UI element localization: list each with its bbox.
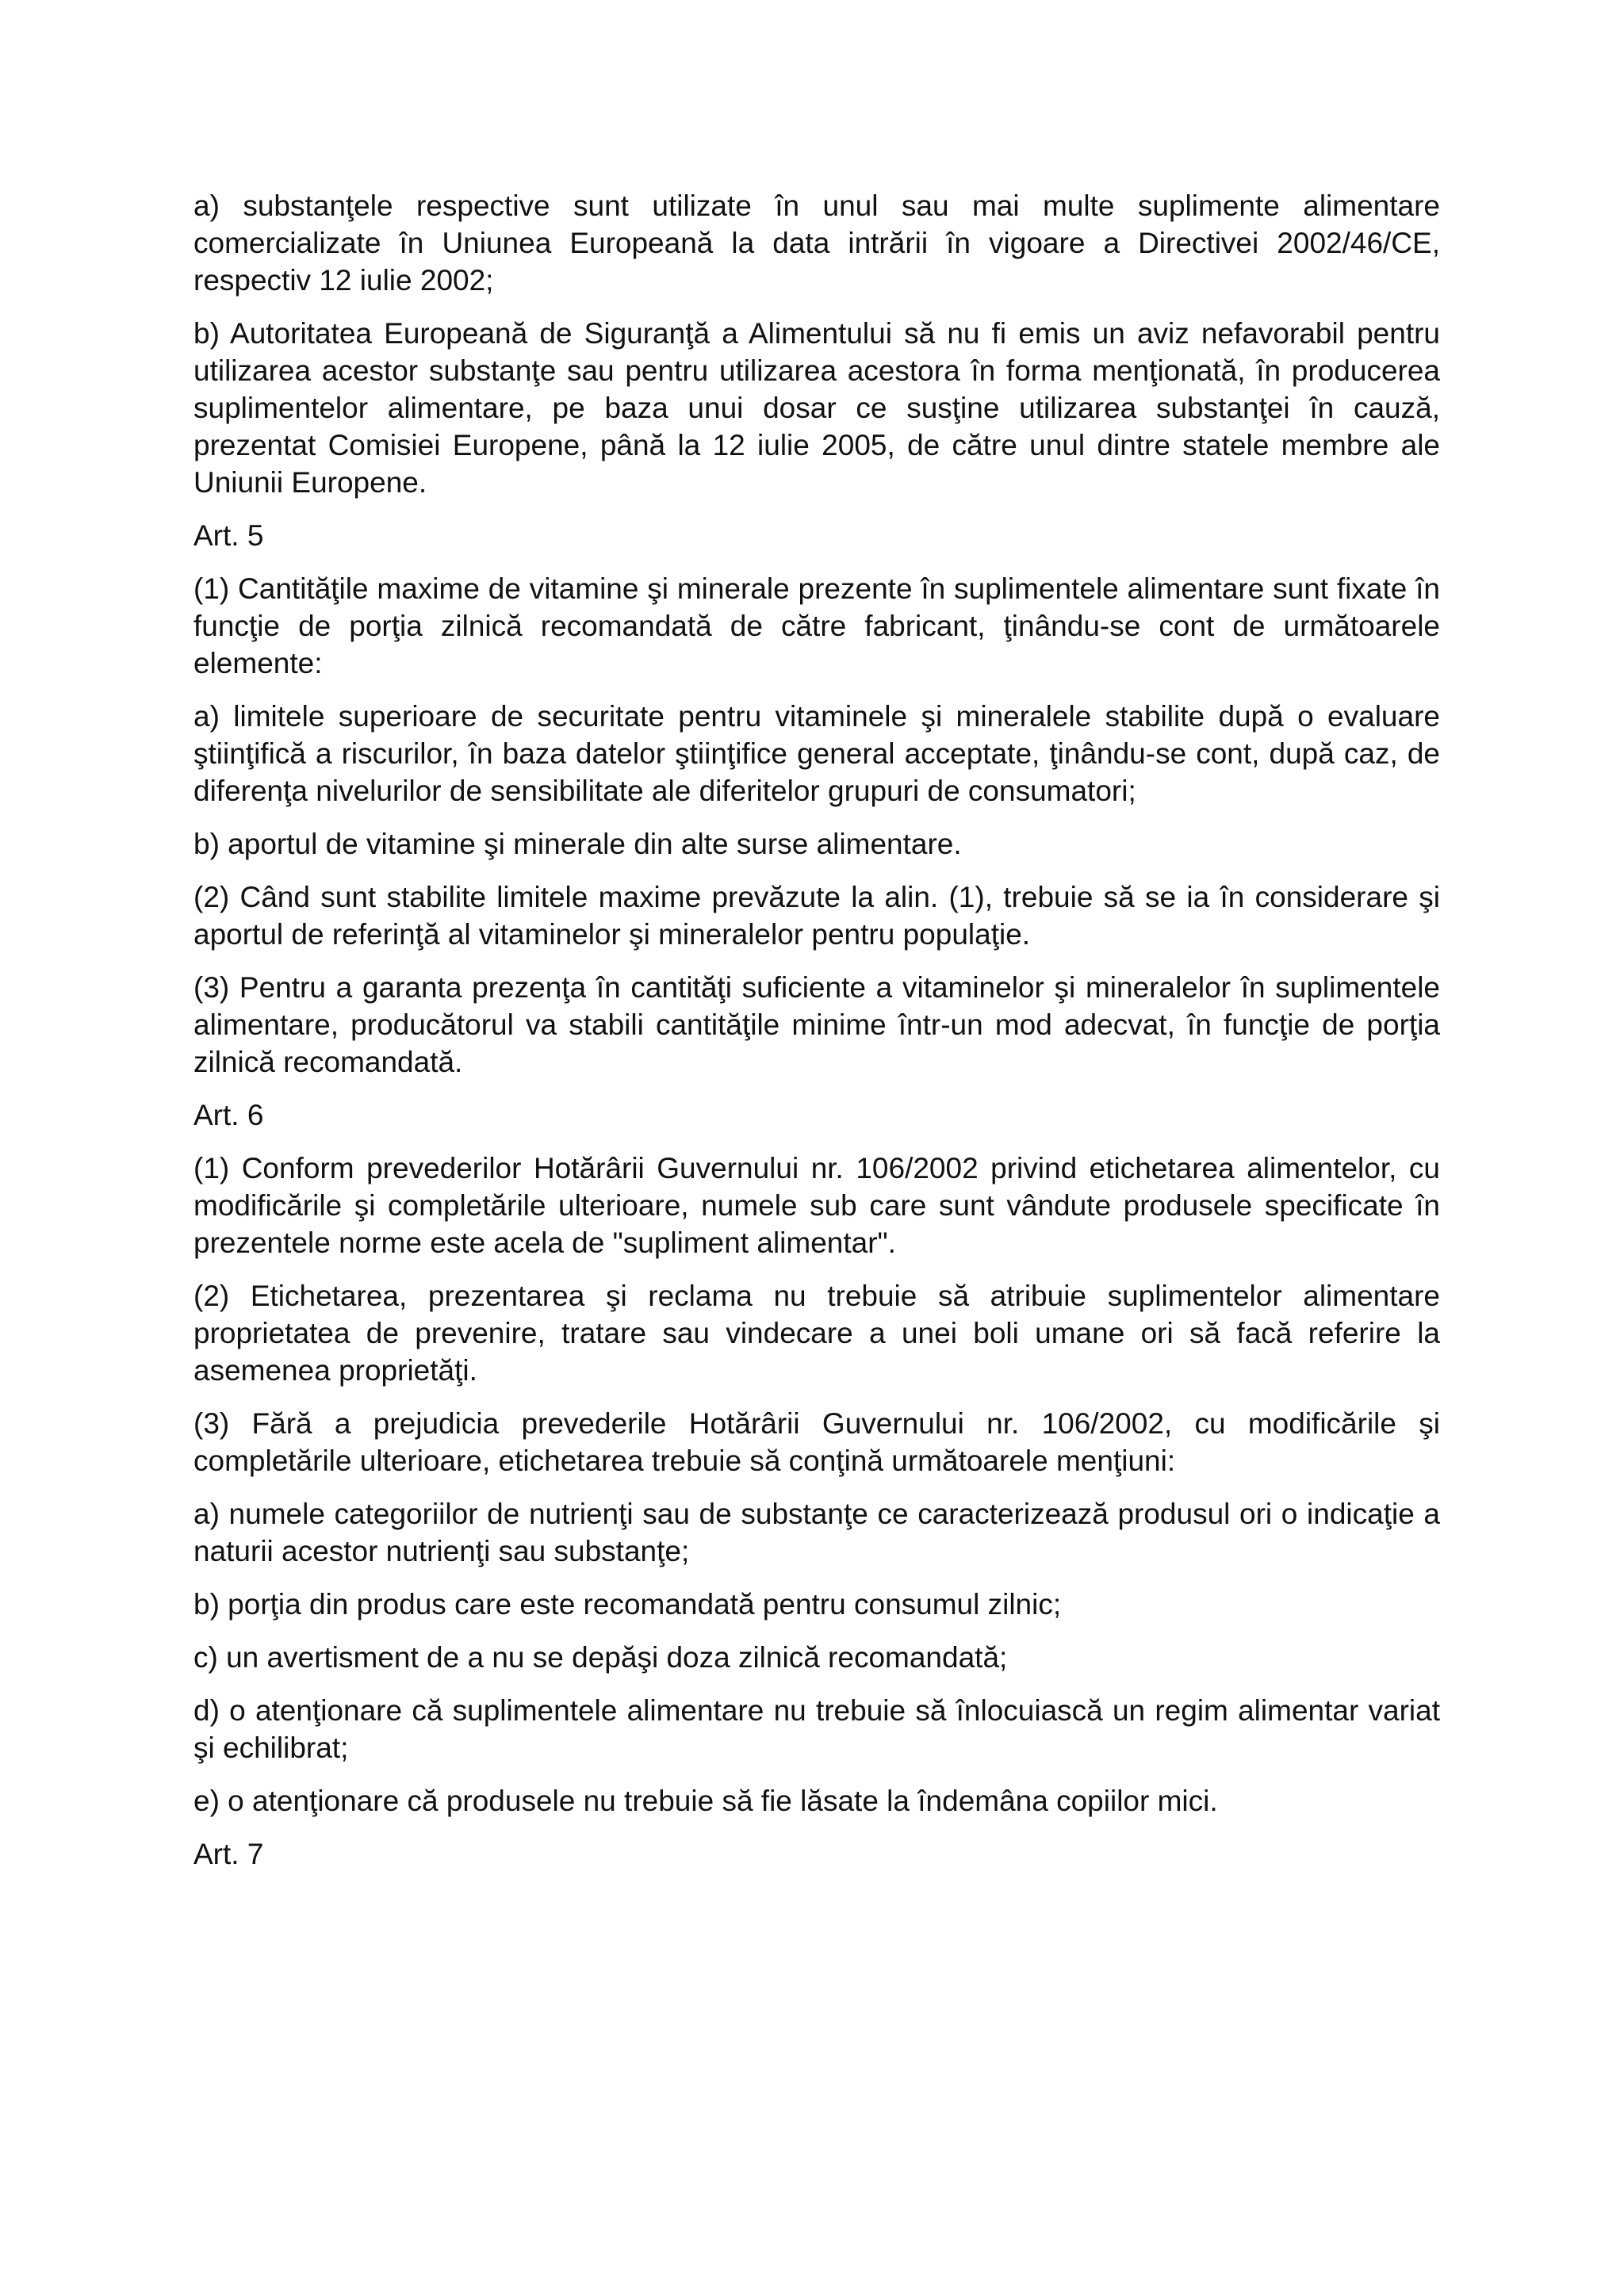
document-page: [193, 187, 1440, 1888]
art5-point-a: a) limitele superioare de securitate pentru vitaminele şi mineralele stabilite după o evaluare ştiinţifică a riscurilor, în baza datelor ştiinţifice general acceptate, ţinându-se cont, după caz, de diferenţa nivelurilor de sensibilitate ale diferitelor grupuri de consumatori;: [193, 700, 1440, 807]
art6-point-c: c) un avertisment de a nu se depăşi doza zilnică recomandată;: [193, 1641, 1008, 1674]
art6-point-d: d) o atenţionare că suplimentele alimentare nu trebuie să înlocuiască un regim alimentar variat şi echilibrat;: [193, 1694, 1440, 1764]
paragraph-b-authority: b) Autoritatea Europeană de Siguranţă a Alimentului să nu fi emis un aviz nefavorabil pentru utilizarea acestor substanţe sau pentru utilizarea acestora în forma menţionată, în producerea suplimentelor alimentare, pe baza unui dosar ce susţine utilizarea substanţei în cauză, prezentat Comisiei Europene, până la 12 iulie 2005, de către unul dintre statele membre ale Uniunii Europene.: [193, 317, 1440, 499]
art6-alin-2: (2) Etichetarea, prezentarea şi reclama nu trebuie să atribuie suplimentelor alimentare proprietatea de prevenire, tratare sau vindecare a unei boli umane ori să facă referire la asemenea proprietăţi.: [193, 1280, 1440, 1387]
art5-alin-3: (3) Pentru a garanta prezenţa în cantităţi suficiente a vitaminelor şi mineralelor în suplimentele alimentare, producătorul va stabili cantităţile minime într-un mod adecvat, în funcţie de porţia zilnică recomandată.: [193, 971, 1440, 1078]
article-5-heading: Art. 5: [193, 519, 264, 552]
art5-alin-2: (2) Când sunt stabilite limitele maxime prevăzute la alin. (1), trebuie să se ia în considerare şi aportul de referinţă al vitaminelor şi mineralelor pentru populaţie.: [193, 881, 1440, 951]
art5-point-b: b) aportul de vitamine şi minerale din alte surse alimentare.: [193, 828, 962, 860]
art5-alin-1: (1) Cantităţile maxime de vitamine şi minerale prezente în suplimentele alimentare sunt fixate în funcţie de porţia zilnică recomandată de către fabricant, ţinându-se cont de următoarele elemente:: [193, 572, 1440, 679]
art6-point-a: a) numele categoriilor de nutrienţi sau de substanţe ce caracterizează produsul ori o indicaţie a naturii acestor nutrienţi sau substanţe;: [193, 1498, 1440, 1567]
article-7-heading: Art. 7: [193, 1838, 264, 1870]
article-6-heading: Art. 6: [193, 1099, 264, 1131]
art6-point-b: b) porţia din produs care este recomandată pentru consumul zilnic;: [193, 1588, 1062, 1621]
art6-alin-1: (1) Conform prevederilor Hotărârii Guvernului nr. 106/2002 privind etichetarea alimentelor, cu modificările şi completările ulterioare, numele sub care sunt vândute produsele specificate în prezentele norme este acela de "supliment alimentar".: [193, 1152, 1440, 1259]
art6-alin-3: (3) Fără a prejudicia prevederile Hotărârii Guvernului nr. 106/2002, cu modificările şi completările ulterioare, etichetarea trebuie să conţină următoarele menţiuni:: [193, 1407, 1440, 1477]
paragraph-a-substances: a) substanţele respective sunt utilizate în unul sau mai multe suplimente alimentare comercializate în Uniunea Europeană la data intrării în vigoare a Directivei 2002/46/CE, respectiv 12 iulie 2002;: [193, 189, 1440, 297]
art6-point-e: e) o atenţionare că produsele nu trebuie să fie lăsate la îndemâna copiilor mici.: [193, 1785, 1218, 1817]
